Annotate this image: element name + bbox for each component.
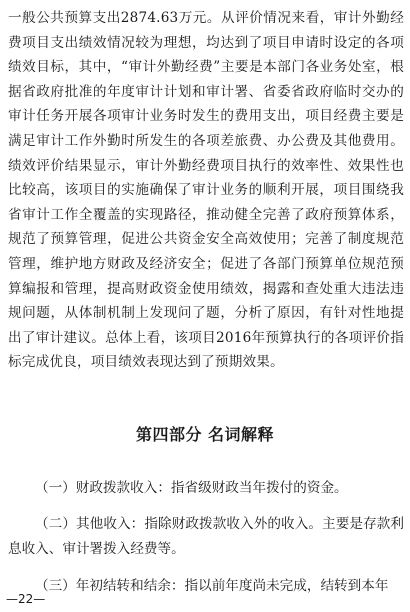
page-number: —22—: [6, 592, 46, 606]
definition-item-3: （三）年初结转和结余：指以前年度尚未完成，结转到本年: [35, 578, 389, 594]
section-heading: 第四部分 名词解释: [135, 425, 275, 444]
body-paragraph: 一般公共预算支出2874.63万元。从评价情况来看，审计外勤经费项目支出绩效情况较为理想，均达到了项目申请时设定的各项绩效目标，其中，“审计外勤经费”主要是本部门各业务处室，根据省政府批准的年度审计计划和审计署、省委省政府临时交办的审计任务开展各项审计业务时发生的费用支出，项目经费主要是满足审计工作外勤时所发生的各项差旅费、办公费及其他费用。绩效评价结果显示，审计外勤经费项目执行的效率性、效果性也比较高，该项目的实施确保了审计业务的顺利开展，项目围绕我省审计工作全覆盖的实现路径，推动健全完善了政府预算体系，规范了预算管理，促进公共资金安全高效使用；完善了制度规范管理，维护地方财政及经济安全；促进了各部门预算单位规范预算编报和管理，提高财政资金使用绩效，揭露和查处重大违法违规问题，从体制机制上发现问了题，分析了原因，有针对性地提出了审计建议。总体上看，该项目2016年预算执行的各项评价指标完成优良，项目绩效表现达到了预期效果。: [8, 10, 404, 371]
definition-item-1: （一）财政拨款收入：指省级财政当年拨付的资金。: [35, 480, 348, 496]
definition-item-2: （二）其他收入：指除财政拨款收入外的收入。主要是存款利息收入、审计署拨入经费等。: [8, 516, 404, 557]
